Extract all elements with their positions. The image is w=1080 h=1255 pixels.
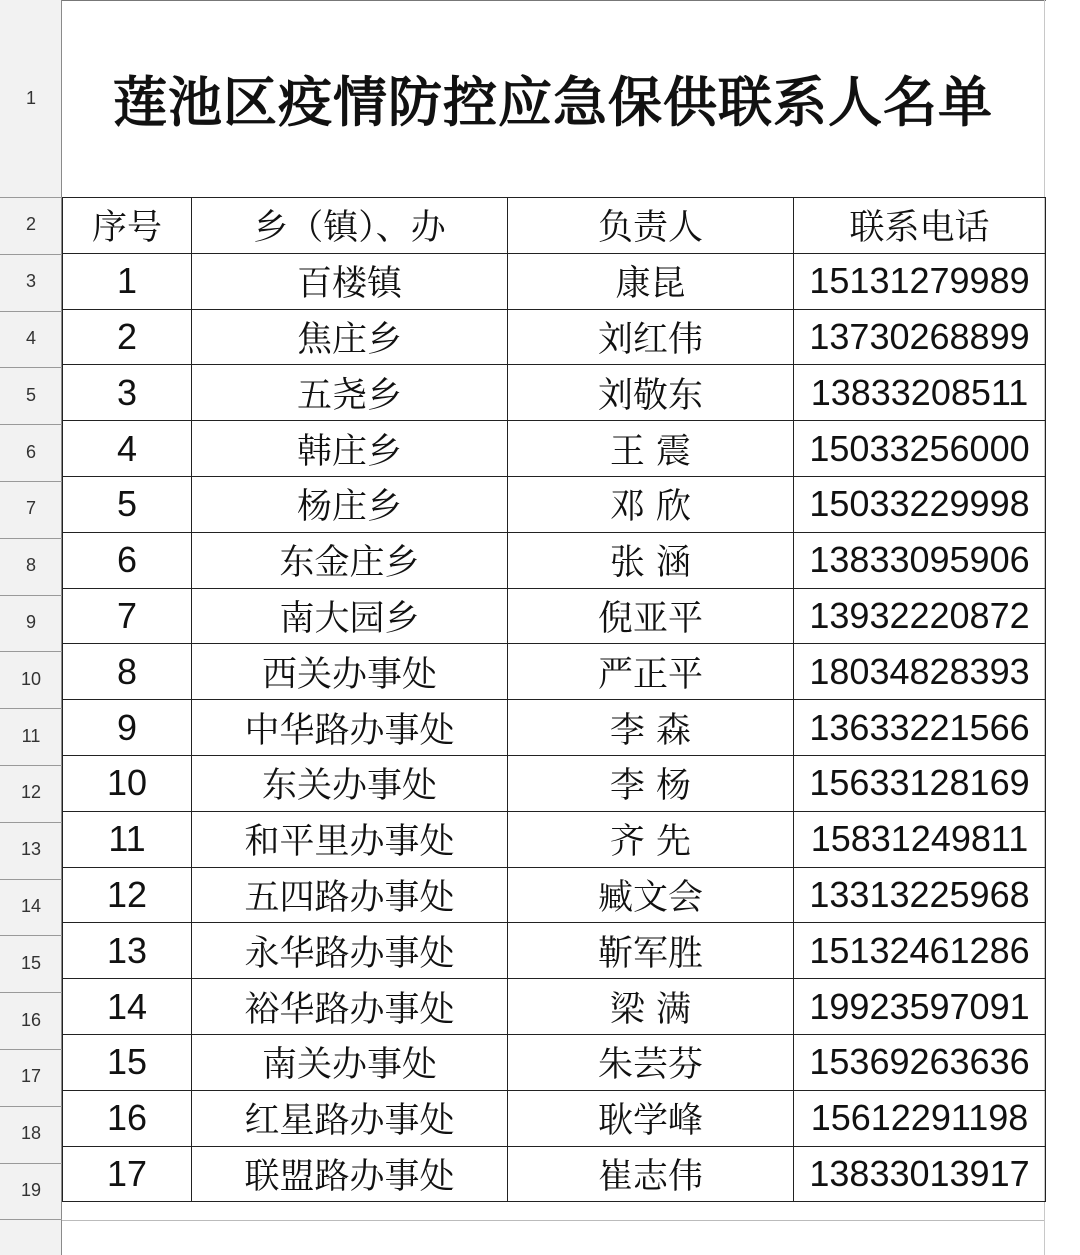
row-separator (0, 1163, 62, 1164)
cell-contact[interactable]: 靳军胜 (508, 923, 794, 979)
cell-seq[interactable]: 11 (63, 811, 192, 867)
row-separator (0, 197, 62, 198)
cell-contact[interactable]: 齐 先 (508, 811, 794, 867)
table-row (63, 421, 1046, 477)
table-row (63, 979, 1046, 1035)
cell-contact[interactable]: 倪亚平 (508, 588, 794, 644)
row-separator (0, 424, 62, 425)
cell-contact[interactable]: 康昆 (508, 253, 794, 309)
row-separator (0, 595, 62, 596)
cell-seq[interactable]: 4 (63, 421, 192, 477)
row-number[interactable]: 2 (25, 214, 36, 235)
row-number[interactable]: 8 (25, 555, 36, 576)
cell-contact[interactable]: 李 森 (508, 700, 794, 756)
cell-seq[interactable]: 5 (63, 476, 192, 532)
cell-phone[interactable]: 15033256000 (794, 421, 1046, 477)
header-phone[interactable]: 联系电话 (794, 198, 1046, 254)
cell-phone[interactable]: 13730268899 (794, 309, 1046, 365)
cell-phone[interactable]: 15033229998 (794, 476, 1046, 532)
cell-seq[interactable]: 6 (63, 532, 192, 588)
cell-seq[interactable]: 14 (63, 979, 192, 1035)
row-separator (0, 1106, 62, 1107)
cell-unit[interactable]: 东关办事处 (192, 755, 508, 811)
cell-unit[interactable]: 百楼镇 (192, 253, 508, 309)
table-row (63, 1034, 1046, 1090)
table-row (63, 365, 1046, 421)
cell-seq[interactable]: 12 (63, 867, 192, 923)
row-separator (0, 1049, 62, 1050)
row-separator (0, 1219, 62, 1220)
table-row (63, 476, 1046, 532)
cell-unit[interactable]: 和平里办事处 (192, 811, 508, 867)
cell-unit[interactable]: 联盟路办事处 (192, 1146, 508, 1202)
cell-seq[interactable]: 16 (63, 1090, 192, 1146)
row-number[interactable]: 7 (25, 498, 36, 519)
row-separator (0, 538, 62, 539)
header-seq[interactable]: 序号 (63, 198, 192, 254)
row-separator (0, 935, 62, 936)
cell-seq[interactable]: 9 (63, 700, 192, 756)
row-separator (0, 879, 62, 880)
cell-unit[interactable]: 南关办事处 (192, 1034, 508, 1090)
cell-contact[interactable]: 刘敬东 (508, 365, 794, 421)
row-number[interactable]: 1 (25, 87, 36, 108)
table-row (63, 923, 1046, 979)
table-row (63, 1146, 1046, 1202)
cell-phone[interactable]: 13833095906 (794, 532, 1046, 588)
cell-seq[interactable]: 7 (63, 588, 192, 644)
cell-seq[interactable]: 13 (63, 923, 192, 979)
row-separator (0, 367, 62, 368)
cell-seq[interactable]: 8 (63, 644, 192, 700)
cell-seq[interactable]: 15 (63, 1034, 192, 1090)
cell-seq[interactable]: 1 (63, 253, 192, 309)
cell-contact[interactable]: 朱芸芬 (508, 1034, 794, 1090)
cell-seq[interactable]: 3 (63, 365, 192, 421)
cell-phone[interactable]: 15131279989 (794, 253, 1046, 309)
cell-seq[interactable]: 17 (63, 1146, 192, 1202)
cell-contact[interactable]: 臧文会 (508, 867, 794, 923)
cell-unit[interactable]: 中华路办事处 (192, 700, 508, 756)
row-separator (0, 765, 62, 766)
row-number[interactable]: 11 (21, 725, 41, 746)
cell-phone[interactable]: 13833208511 (794, 365, 1046, 421)
table-row (63, 253, 1046, 309)
row-number[interactable]: 16 (20, 1009, 42, 1030)
cell-unit[interactable]: 红星路办事处 (192, 1090, 508, 1146)
cell-phone[interactable]: 15132461286 (794, 923, 1046, 979)
row-number[interactable]: 15 (20, 952, 42, 973)
cell-phone[interactable]: 13833013917 (794, 1146, 1046, 1202)
cell-unit[interactable]: 南大园乡 (192, 588, 508, 644)
cell-phone[interactable]: 18034828393 (794, 644, 1046, 700)
sheet-bottom-line (62, 1220, 1044, 1221)
cell-contact[interactable]: 梁 满 (508, 979, 794, 1035)
header-contact[interactable]: 负责人 (508, 198, 794, 254)
contact-table (62, 197, 1046, 1202)
cell-unit[interactable]: 杨庄乡 (192, 476, 508, 532)
table-row (63, 532, 1046, 588)
row-separator (0, 651, 62, 652)
cell-contact[interactable]: 李 杨 (508, 755, 794, 811)
table-row (63, 1090, 1046, 1146)
cell-unit[interactable]: 韩庄乡 (192, 421, 508, 477)
table-row (63, 309, 1046, 365)
cell-unit[interactable]: 永华路办事处 (192, 923, 508, 979)
cell-unit[interactable]: 西关办事处 (192, 644, 508, 700)
row-number[interactable]: 13 (20, 839, 42, 860)
cell-contact[interactable]: 刘红伟 (508, 309, 794, 365)
cell-unit[interactable]: 裕华路办事处 (192, 979, 508, 1035)
row-separator (0, 992, 62, 993)
row-number[interactable]: 10 (20, 668, 42, 689)
row-number[interactable]: 6 (25, 441, 36, 462)
row-number[interactable]: 14 (20, 896, 42, 916)
row-separator (0, 708, 62, 709)
cell-seq[interactable]: 2 (63, 309, 192, 365)
cell-phone[interactable]: 15612291198 (794, 1090, 1046, 1146)
cell-phone[interactable]: 13313225968 (794, 867, 1046, 923)
row-separator (0, 822, 62, 823)
cell-contact[interactable]: 崔志伟 (508, 1146, 794, 1202)
header-unit[interactable]: 乡（镇）、办 (192, 198, 508, 254)
cell-unit[interactable]: 五尧乡 (192, 365, 508, 421)
row-number[interactable]: 18 (20, 1123, 42, 1144)
cell-contact[interactable]: 邓 欣 (508, 476, 794, 532)
table-row (63, 867, 1046, 923)
row-separator (0, 254, 62, 255)
table-row (63, 588, 1046, 644)
cell-contact[interactable]: 耿学峰 (508, 1090, 794, 1146)
table-row (63, 811, 1046, 867)
cell-unit[interactable]: 五四路办事处 (192, 867, 508, 923)
cell-unit[interactable]: 焦庄乡 (192, 309, 508, 365)
cell-contact[interactable]: 王 震 (508, 421, 794, 477)
sheet-title: 莲池区疫情防控应急保供联系人名单 (113, 71, 993, 134)
row-separator (0, 311, 62, 312)
row-separator (0, 481, 62, 482)
cell-phone[interactable]: 15633128169 (794, 755, 1046, 811)
cell-contact[interactable]: 张 涵 (508, 532, 794, 588)
cell-phone[interactable]: 19923597091 (794, 979, 1046, 1035)
row-number[interactable]: 3 (25, 271, 36, 292)
table-row (63, 755, 1046, 811)
row-number[interactable]: 5 (25, 384, 36, 405)
table-row (63, 700, 1046, 756)
row-number[interactable]: 12 (20, 782, 42, 803)
cell-phone[interactable]: 13932220872 (794, 588, 1046, 644)
cell-phone[interactable]: 15369263636 (794, 1034, 1046, 1090)
cell-phone[interactable]: 13633221566 (794, 700, 1046, 756)
cell-contact[interactable]: 严正平 (508, 644, 794, 700)
row-number[interactable]: 9 (25, 612, 36, 632)
row-number[interactable]: 19 (20, 1180, 42, 1200)
row-number[interactable]: 17 (20, 1066, 42, 1087)
table-header-row (63, 198, 1046, 254)
table-row (63, 644, 1046, 700)
cell-seq[interactable]: 10 (63, 755, 192, 811)
cell-phone[interactable]: 15831249811 (794, 811, 1046, 867)
cell-unit[interactable]: 东金庄乡 (192, 532, 508, 588)
row-number[interactable]: 4 (25, 328, 36, 348)
